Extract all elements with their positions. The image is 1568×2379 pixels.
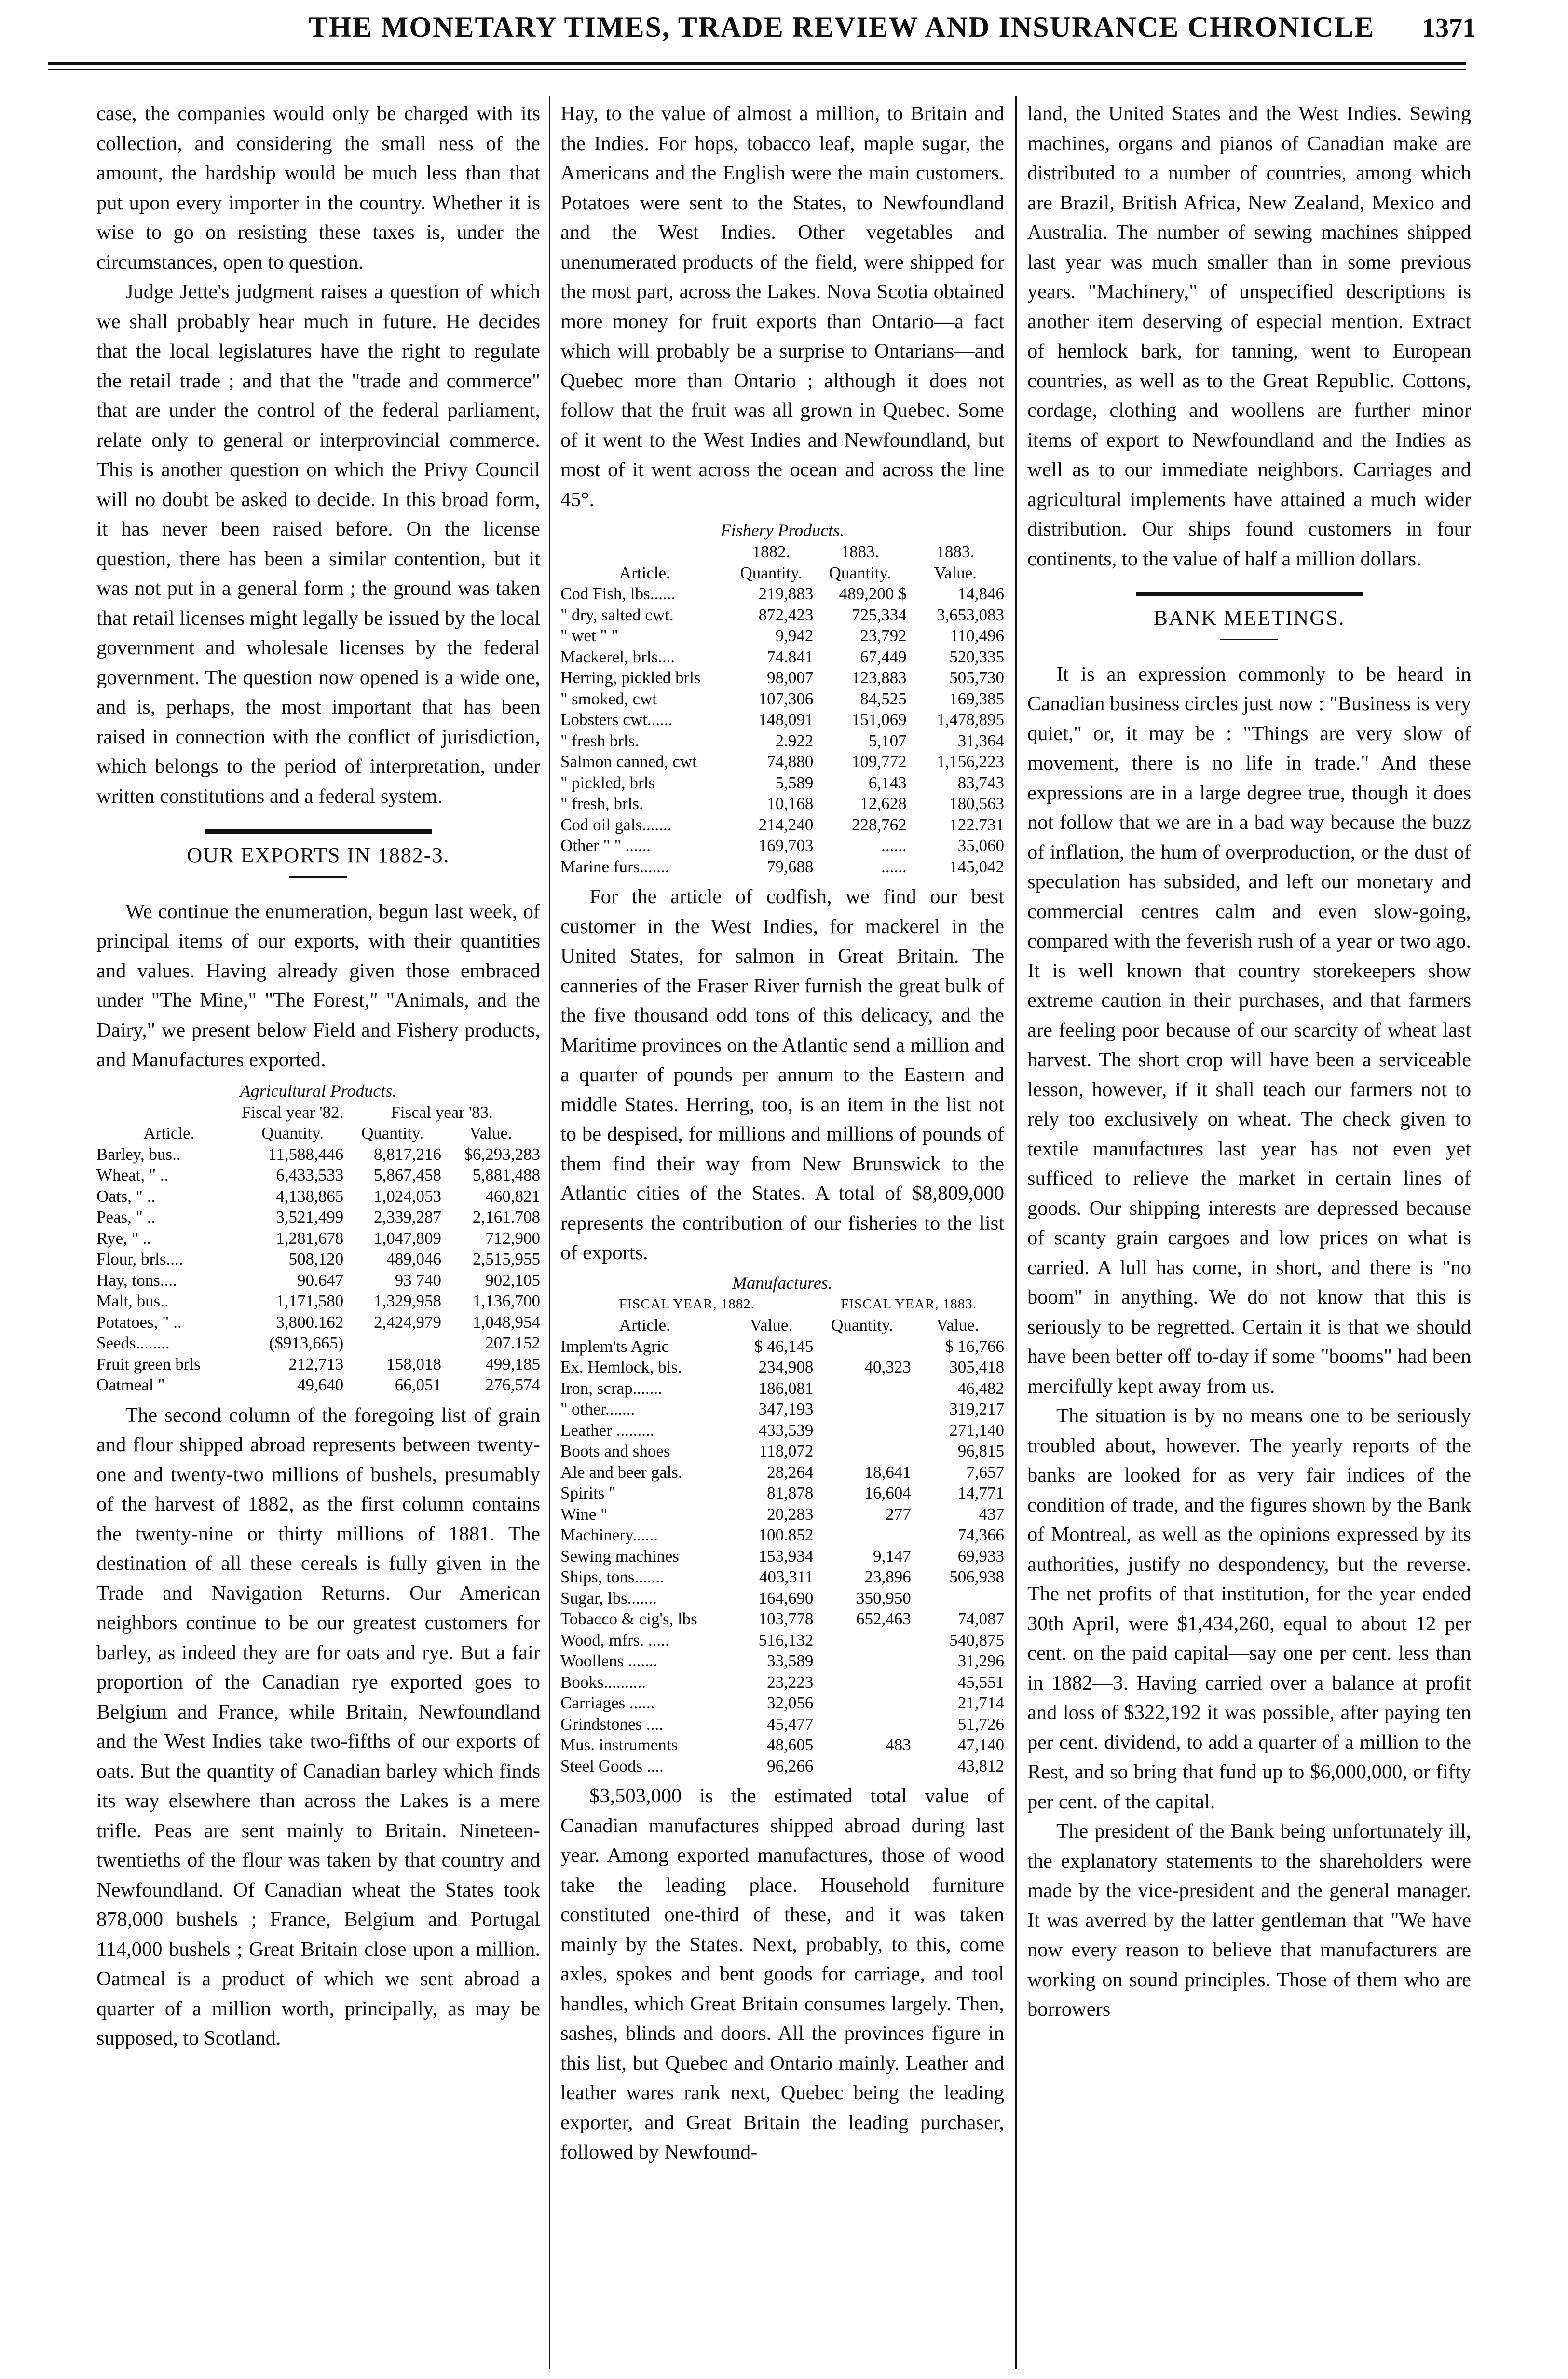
cell-qty-1883 (813, 1692, 911, 1714)
cell-value-1883: 1,136,700 (473, 1292, 540, 1310)
cell-qty-1883: 5,867,458 (374, 1166, 442, 1184)
cell-qty-1883 (813, 1378, 911, 1399)
cell-value-1883: 21,714 (957, 1693, 1004, 1712)
cell-article: Tobacco & cig's, lbs (560, 1609, 697, 1628)
cell-qty-1882: 214,240 (758, 815, 814, 834)
section-rule (1136, 592, 1363, 596)
cell-article: Flour, brls.... (96, 1250, 183, 1268)
cell-article: " other....... (560, 1400, 635, 1418)
cell-qty-1882: 872,423 (758, 605, 814, 624)
cell-article: Carriages ...... (560, 1693, 655, 1712)
cell-qty-1882: 3,521,499 (276, 1208, 344, 1226)
cell-qty-1883 (813, 1756, 911, 1777)
cell-article: Wheat, " .. (96, 1166, 169, 1184)
cell-value-1883: 14,846 (957, 584, 1004, 603)
paragraph: The president of the Bank being unfortunately ill, the explanatory statements to the shareholders were made by the vice-president and the general manager. It was averred by the latter gentleman that "We have now every reason to believe that manufacturers are working on sound principles. Those of them who are borrowers (1027, 1820, 1471, 2021)
table-row (560, 1714, 1004, 1735)
cell-value-1882: 100.852 (758, 1526, 814, 1544)
cell-value-1883: 499,185 (485, 1354, 540, 1374)
cell-qty-1883: 5,107 (868, 731, 907, 750)
cell-article: Hay, tons.... (96, 1270, 177, 1290)
cell-article: " pickled, brls (560, 773, 655, 792)
fishery-products-table (560, 541, 1004, 877)
cell-qty-1882: 4,138,865 (276, 1186, 344, 1206)
column-header: Quantity. (361, 1124, 424, 1142)
cell-article: " wet " " (560, 626, 618, 645)
cell-qty-1882: 90.647 (297, 1270, 344, 1290)
cell-qty-1882: 11,588,446 (268, 1144, 344, 1164)
cell-qty-1883: 123,883 (851, 668, 907, 687)
cell-value-1883: 1,048,954 (473, 1312, 540, 1332)
cell-article: Cod oil gals....... (560, 815, 672, 834)
cell-value-1883: 540,875 (949, 1630, 1004, 1650)
table-row (560, 1650, 1004, 1672)
column-header: Value. (469, 1124, 512, 1142)
cell-qty-1883: 93 740 (395, 1270, 442, 1290)
cell-article: Barley, bus.. (96, 1144, 181, 1164)
paragraph: The situation is by no means one to be seriously troubled about, however. The yearly reports of the banks are looked for as very fair indices of the condition of trade, and the figures shown by the Bank of Montreal, as well as the opinions expressed by its authorities, justify no despondency, but the reverse. The net profits of that institution, for the year ended 30th April, were $1,434,260, equal to about 12 per cent. on the paid capital—say one per cent. less than in 1882—3. Having carried over a balance at profit and loss of $322,192 it was possible, after paying ten per cent. dividend, to add a quarter of a million to the Rest, and so bring that fund up to $6,000,000, or fifty per cent. of the capital. (1027, 1404, 1471, 1813)
cell-qty-1883: 16,604 (864, 1484, 911, 1502)
table-row (560, 1756, 1004, 1777)
cell-qty-1882: 1,171,580 (276, 1292, 344, 1310)
cell-value-1883: 14,771 (957, 1484, 1004, 1502)
cell-qty-1883: 84,525 (860, 689, 907, 708)
table-row (560, 688, 1004, 710)
cell-value-1883: 169,385 (949, 689, 1004, 708)
cell-article: Grindstones .... (560, 1714, 663, 1733)
cell-qty-1883: 2,424,979 (374, 1312, 442, 1332)
table-row (560, 751, 1004, 772)
cell-qty-1883: 6,143 (868, 773, 907, 792)
table-row (560, 814, 1004, 836)
table-row (560, 1504, 1004, 1525)
header-rule-thin (48, 69, 1466, 70)
column-header: FISCAL YEAR, 1883. (841, 1296, 977, 1312)
cell-value-1883: 506,938 (949, 1568, 1004, 1586)
cell-article: Sugar, lbs....... (560, 1588, 657, 1608)
cell-value-1883: 74,087 (957, 1609, 1004, 1628)
cell-value-1883: 35,060 (957, 836, 1004, 855)
cell-value-1882: 403,311 (759, 1568, 814, 1586)
agricultural-products-table (96, 1102, 540, 1396)
cell-qty-1882: 508,120 (288, 1250, 344, 1268)
cell-value-1883: 46,482 (957, 1378, 1004, 1398)
table-row (560, 835, 1004, 856)
cell-value-1883: 276,574 (485, 1375, 540, 1394)
cell-qty-1883: 489,200 $ (839, 584, 907, 603)
column-header: Article. (619, 1316, 670, 1334)
column-header: FISCAL YEAR, 1882. (619, 1296, 755, 1312)
cell-article: " dry, salted cwt. (560, 605, 674, 624)
table-row (96, 1165, 540, 1186)
cell-value-1883: 2,161.708 (473, 1208, 540, 1226)
cell-article: Ships, tons....... (560, 1568, 664, 1586)
paragraph: Judge Jette's judgment raises a question of which we shall probably hear much in future. He decides that the local legislatures have the right to regulate the retail trade ; and that the "trade and commerce" that are under the control of the federal parliament, relate only to general or interprovincial commerce. This is another question on which the Privy Council will no doubt be asked to decide. In this broad form, it has never been raised before. On the license question, there has been a similar contention, but it was not put in a general form ; the ground was taken that retail licenses might legally be issued by the local government and wholesale licenses by the federal government. The question now opened is a wide one, and is, perhaps, the most important that has been raised in connection with the conflict of jurisdiction, which belongs to the period of interpretation, under written constitutions and a federal system. (96, 280, 540, 808)
cell-value-1883: 83,743 (957, 773, 1004, 792)
table-title-agricultural: Agricultural Products. (240, 1081, 397, 1100)
cell-value-1883: 712,900 (485, 1228, 540, 1248)
cell-value-1883: 3,653,083 (937, 605, 1004, 624)
cell-value-1883: 96,815 (957, 1442, 1004, 1460)
cell-article: Peas, " .. (96, 1208, 156, 1226)
cell-value-1883: 51,726 (957, 1714, 1004, 1733)
cell-article: Mus. instruments (560, 1735, 678, 1754)
cell-value-1882: 234,908 (758, 1358, 814, 1376)
cell-article: Implem'ts Agric (560, 1336, 669, 1356)
table-row (560, 1672, 1004, 1693)
cell-qty-1883 (813, 1630, 911, 1651)
cell-value-1883: 1,156,223 (937, 752, 1004, 771)
column-header: Value. (934, 563, 977, 582)
cell-qty-1883: 1,047,809 (374, 1228, 442, 1248)
cell-qty-1882: 3,800.162 (276, 1312, 344, 1332)
table-row (560, 1567, 1004, 1588)
cell-qty-1883: 67,449 (860, 647, 907, 666)
cell-article: Spirits " (560, 1484, 616, 1502)
cell-article: Iron, scrap....... (560, 1378, 662, 1398)
cell-value-1882: 32,056 (767, 1693, 814, 1712)
cell-article: Other " " ...... (560, 836, 651, 855)
cell-qty-1882: 74,880 (767, 752, 814, 771)
cell-value-1882: 48,605 (767, 1735, 814, 1754)
section-rule (205, 829, 432, 834)
table-row (560, 1692, 1004, 1714)
table-row (560, 1734, 1004, 1756)
cell-value-1883: 74,366 (957, 1526, 1004, 1544)
column-header: Value. (750, 1316, 793, 1334)
cell-value-1883 (911, 1588, 1004, 1609)
cell-value-1882: 103,778 (758, 1609, 814, 1628)
cell-qty-1882: 107,306 (758, 689, 814, 708)
cell-value-1882: 45,477 (767, 1714, 814, 1733)
column-2 (560, 99, 1004, 2167)
cell-qty-1882: 49,640 (297, 1375, 344, 1394)
cell-qty-1883: 66,051 (395, 1375, 442, 1394)
column-header: Article. (143, 1124, 195, 1142)
cell-article: Oats, " .. (96, 1186, 156, 1206)
cell-article: Sewing machines (560, 1546, 679, 1566)
cell-qty-1883: 483 (886, 1735, 911, 1754)
table-row (96, 1144, 540, 1165)
cell-qty-1882: 79,688 (767, 857, 814, 876)
table-row (560, 1609, 1004, 1630)
paragraph: case, the companies would only be charged with its collection, and considering the small ness of the amount, the hardship would be much less than that put upon every importer in the country. Whether it is wise to go on resisting these taxes is, under the circumstances, open to question. (96, 102, 540, 274)
table-row (560, 1525, 1004, 1546)
paragraph: For the article of codfish, we find our best customer in the West Indies, for mackerel in the United States, for salmon in Great Britain. The canneries of the Fraser River furnish the great bulk of the five thousand odd tons of this delicacy, and the Maritime provinces on the Atlantic send a million and a quarter of pounds per annum to the Eastern and middle States. Herring, too, is an item in the list not to be despised, for millions and millions of pounds of them find their way from New Brunswick to the Atlantic cities of the States. A total of $8,809,000 represents the contribution of our fisheries to the list of exports. (560, 885, 1004, 1264)
cell-article: Rye, " .. (96, 1228, 151, 1248)
cell-article: Herring, pickled brls (560, 668, 701, 687)
column-header: Fiscal year '82. (241, 1102, 344, 1122)
cell-article: Mackerel, brls.... (560, 647, 675, 666)
section-short-rule (1220, 639, 1278, 640)
cell-article: Salmon canned, cwt (560, 752, 697, 771)
cell-qty-1882: 6,433,533 (276, 1166, 344, 1184)
cell-value-1883: $6,293,283 (464, 1144, 540, 1164)
cell-qty-1882: 148,091 (758, 710, 814, 729)
table-title-fishery: Fishery Products. (720, 521, 845, 540)
cell-article: Machinery...... (560, 1526, 658, 1544)
cell-article: Oatmeal " (96, 1375, 165, 1394)
cell-qty-1883: 9,147 (873, 1546, 911, 1566)
table-row (560, 646, 1004, 668)
cell-article: Fruit green brls (96, 1354, 201, 1374)
table-row (560, 709, 1004, 730)
manufactures-table (560, 1294, 1004, 1777)
cell-qty-1882: 10,168 (767, 794, 814, 813)
cell-value-1883: 47,140 (957, 1735, 1004, 1754)
cell-qty-1883 (813, 1650, 911, 1672)
column-header: Quantity. (261, 1124, 324, 1142)
cell-qty-1883 (813, 1399, 911, 1420)
cell-value-1882: 20,283 (767, 1504, 814, 1524)
cell-value-1882: 153,934 (758, 1546, 814, 1566)
column-header: Value. (936, 1316, 979, 1334)
column-header: 1882. (752, 542, 791, 561)
column-header: Quantity. (829, 563, 891, 582)
cell-qty-1883: 12,628 (860, 794, 907, 813)
cell-article: Malt, bus.. (96, 1292, 169, 1310)
table-row (560, 605, 1004, 626)
cell-qty-1883 (813, 1441, 911, 1462)
cell-value-1883: 145,042 (949, 857, 1004, 876)
table-row (96, 1375, 540, 1396)
cell-qty-1882: 2.922 (775, 731, 814, 750)
cell-value-1883: 1,478,895 (937, 710, 1004, 729)
table-row (96, 1354, 540, 1375)
cell-qty-1883: ...... (881, 857, 907, 876)
cell-value-1882: 347,193 (758, 1400, 814, 1418)
cell-article: Seeds........ (96, 1334, 170, 1352)
table-row (560, 772, 1004, 794)
cell-value-1882: 81,878 (767, 1484, 814, 1502)
cell-value-1883: 902,105 (485, 1270, 540, 1290)
table-row (96, 1291, 540, 1312)
table-row (560, 1483, 1004, 1504)
column-header: Fiscal year '83. (391, 1102, 493, 1122)
cell-qty-1883: 228,762 (851, 815, 907, 834)
cell-value-1882: $ 46,145 (754, 1336, 814, 1356)
column-header: Article. (619, 563, 670, 582)
cell-qty-1883: 151,069 (851, 710, 907, 729)
table-row (96, 1312, 540, 1333)
column-divider-2 (1015, 96, 1017, 2369)
table-row (560, 856, 1004, 878)
cell-article: Cod Fish, lbs...... (560, 584, 676, 603)
paragraph: $3,503,000 is the estimated total value of Canadian manufactures shipped abroad during last year. Among exported manufactures, those of wood take the leading place. Household furniture constituted one-third of these, and it was taken mainly by the States. Next, probably, to this, come axles, spokes and bent goods for carriage, and tool handles, which Great Britain consumes largely. Then, sashes, blinds and doors. All the provinces figure in this list, but Quebec and Ontario mainly. Leather and leather wares rank next, Quebec being the leading exporter, and Great Britain the leading purchaser, followed by Newfound- (560, 1785, 1004, 2163)
cell-article: Boots and shoes (560, 1442, 670, 1460)
cell-qty-1883: 277 (886, 1504, 911, 1524)
cell-qty-1883 (813, 1672, 911, 1693)
cell-qty-1883 (813, 1714, 911, 1735)
table-row (560, 1462, 1004, 1483)
cell-value-1882: 516,132 (758, 1630, 814, 1650)
paragraph: The second column of the foregoing list of grain and flour shipped abroad represents between twenty-one and twenty-two millions of bushels, presumably of the harvest of 1882, as the first column contains the twenty-nine or thirty millions of 1881. The destination of all these cereals is fully given in the Trade and Navigation Returns. Our American neighbors continue to be our greatest customers for barley, as indeed they are for oats and rye. But a fair proportion of the Canadian rye exported goes to Belgium and France, while Britain, Newfoundland and the West Indies take two-fifths of our exports of oats. But the quantity of Canadian barley which finds its way elsewhere than across the Lakes is a mere trifle. Peas are sent mainly to Britain. Nineteen-twentieths of the flour was taken by that country and Newfoundland. Of Canadian wheat the States took 878,000 bushels ; France, Belgium and Portugal 114,000 bushels ; Great Britain close upon a million. Oatmeal is a product of which we sent abroad a quarter of a million worth, principally, as may be supposed, to Scotland. (96, 1403, 540, 2049)
cell-qty-1883: 489,046 (386, 1250, 442, 1268)
cell-article: Woollens ....... (560, 1651, 658, 1670)
cell-value-1883: 437 (979, 1504, 1004, 1524)
paragraph: It is an expression commonly to be heard in Canadian business circles just now : "Business is very quiet," or, it may be : "Things are very slow of movement, there is no life in trade." And these expressions are in a large degree true, though it does not follow that we are in a bad way because the buzz of inflation, the hum of overproduction, or the dust of speculation has subsided, and left our monetary and commercial centres calm and even slow-going, compared with the feverish rush of a year or two ago. It is well known that country storekeepers show extreme caution in their purchases, and that farmers are feeling poor because of our scarcity of wheat last harvest. The short crop will have been a serviceable lesson, however, if it shall teach our farmers not to rely too exclusively on wheat. The check given to textile manufactures last year has not even yet sufficed to relieve the market in certain lines of goods. Our shipping interests are depressed because of scanty grain cargoes and low prices on what is carried. A lull has come, in short, and there is "no boom" in anything. We do not know that this is seriously to be regretted. Certain it is that we should have been better off to-day if some "booms" had been mercifully kept away from us. (1027, 662, 1471, 1398)
page-header (309, 11, 1476, 54)
cell-value-1882: 28,264 (767, 1462, 814, 1482)
column-divider-1 (549, 96, 550, 2369)
cell-qty-1883 (813, 1525, 911, 1546)
cell-qty-1882: 1,281,678 (276, 1228, 344, 1248)
cell-qty-1883: 2,339,287 (374, 1208, 442, 1226)
cell-value-1882: 96,266 (767, 1756, 814, 1775)
section-title-bank-meetings: BANK MEETINGS. (1153, 606, 1345, 630)
table-row (96, 1333, 540, 1354)
cell-qty-1883: 158,018 (386, 1354, 442, 1374)
cell-value-1883: 305,418 (949, 1358, 1004, 1376)
cell-value-1883: 122.731 (949, 815, 1004, 834)
cell-qty-1883 (813, 1336, 911, 1357)
cell-qty-1883 (813, 1420, 911, 1441)
table-row (560, 1336, 1004, 1357)
cell-value-1883: 7,657 (966, 1462, 1004, 1482)
section-short-rule (289, 876, 347, 878)
cell-qty-1883: 725,334 (851, 605, 907, 624)
cell-article: Steel Goods .... (560, 1756, 664, 1775)
table-row (96, 1186, 540, 1207)
cell-value-1882: 433,539 (758, 1420, 814, 1440)
cell-value-1883: 31,364 (957, 731, 1004, 750)
column-header: Quantity. (740, 563, 803, 582)
cell-qty-1882: 5,589 (775, 773, 814, 792)
cell-article: Books.......... (560, 1672, 646, 1691)
column-3 (1027, 99, 1471, 2024)
page-number: 1371 (1422, 13, 1476, 43)
cell-qty-1883: 8,817,216 (374, 1144, 442, 1164)
cell-article: Wood, mfrs. ..... (560, 1630, 669, 1650)
cell-article: Leather ......... (560, 1420, 654, 1440)
cell-qty-1883 (343, 1333, 441, 1354)
paragraph: land, the United States and the West Indies. Sewing machines, organs and pianos of Canadian make are distributed to a number of countries, among which are Brazil, British Africa, New Zealand, Mexico and Australia. The number of sewing machines shipped last year was much smaller than in some previous years. "Machinery," of unspecified descriptions is another item deserving of especial mention. Extract of hemlock bark, for tanning, went to European countries, as well as to the Great Republic. Cottons, cordage, clothing and woollens are further minor items of export to Newfoundland and the Indies as well as to our immediate neighbors. Carriages and agricultural implements have attained a much wider distribution. Our ships found customers in four continents, to the value of half a million dollars. (1027, 102, 1471, 570)
cell-qty-1882: 9,942 (775, 626, 814, 645)
cell-qty-1882: 98,007 (767, 668, 814, 687)
cell-qty-1883: 350,950 (856, 1588, 911, 1608)
table-row (560, 730, 1004, 752)
cell-value-1883: 319,217 (949, 1400, 1004, 1418)
column-header: 1883. (841, 542, 879, 561)
cell-qty-1883: 652,463 (856, 1609, 911, 1628)
cell-value-1883: 45,551 (957, 1672, 1004, 1691)
cell-qty-1883: ...... (881, 836, 907, 855)
cell-qty-1883: 23,792 (860, 626, 907, 645)
cell-value-1882: 186,081 (758, 1378, 814, 1398)
cell-qty-1882: ($913,665) (269, 1334, 344, 1352)
cell-value-1883: 207.152 (485, 1334, 540, 1352)
cell-qty-1882: 169,703 (758, 836, 814, 855)
cell-qty-1883: 1,024,053 (374, 1186, 442, 1206)
cell-value-1883: 520,335 (949, 647, 1004, 666)
cell-article: Lobsters cwt...... (560, 710, 673, 729)
paragraph: Hay, to the value of almost a million, to Britain and the Indies. For hops, tobacco leaf, maple sugar, the Americans and the English were the main customers. Potatoes were sent to the States, to Newfoundland and the West Indies. Other vegetables and unenumerated products of the field, were shipped for the most part, across the Lakes. Nova Scotia obtained more money for fruit exports than Ontario—a fact which will probably be a surprise to Ontarians—and Quebec more than Ontario ; although it does not follow that the fruit was all grown in Quebec. Some of it went to the West Indies and Newfoundland, but most of it went across the ocean and across the line 45°. (560, 102, 1004, 511)
table-title-manufactures: Manufactures. (732, 1273, 832, 1293)
cell-qty-1883: 109,772 (851, 752, 907, 771)
table-row (560, 667, 1004, 688)
table-row (560, 1378, 1004, 1399)
cell-qty-1883: 23,896 (864, 1568, 911, 1586)
cell-article: " fresh, brls. (560, 794, 643, 813)
table-row (560, 1399, 1004, 1420)
cell-value-1883: 110,496 (950, 626, 1004, 645)
table-row (560, 1441, 1004, 1462)
table-row (560, 583, 1004, 605)
cell-qty-1883: 40,323 (864, 1358, 911, 1376)
journal-title: THE MONETARY TIMES, TRADE REVIEW AND INSURANCE CHRONICLE (309, 11, 1375, 43)
cell-value-1883: 2,515,955 (473, 1250, 540, 1268)
cell-qty-1882: 212,713 (288, 1354, 344, 1374)
header-rule-thick (48, 62, 1466, 65)
section-title-exports: OUR EXPORTS IN 1882-3. (187, 843, 450, 867)
cell-value-1883: 5,881,488 (473, 1166, 540, 1184)
table-row (560, 1420, 1004, 1441)
cell-value-1882: 33,589 (767, 1651, 814, 1670)
table-row (96, 1207, 540, 1228)
cell-value-1882: 118,072 (759, 1442, 814, 1460)
cell-article: Wine " (560, 1504, 608, 1524)
cell-article: " fresh brls. (560, 731, 640, 750)
table-row (560, 1357, 1004, 1378)
cell-value-1883: 460,821 (485, 1186, 540, 1206)
table-row (560, 625, 1004, 646)
cell-qty-1883: 1,329,958 (374, 1292, 442, 1310)
table-row (560, 1630, 1004, 1651)
cell-article: Potatoes, " .. (96, 1312, 182, 1332)
cell-value-1883: 43,812 (957, 1756, 1004, 1775)
cell-qty-1882: 74.841 (767, 647, 814, 666)
cell-value-1883: 271,140 (949, 1420, 1004, 1440)
table-row (560, 1588, 1004, 1609)
cell-article: Ex. Hemlock, bls. (560, 1358, 682, 1376)
table-row (560, 1546, 1004, 1567)
table-row (96, 1270, 540, 1291)
table-row (96, 1249, 540, 1270)
cell-value-1883: $ 16,766 (945, 1336, 1004, 1356)
cell-value-1882: 23,223 (767, 1672, 814, 1691)
cell-value-1883: 69,933 (957, 1546, 1004, 1566)
cell-qty-1883: 18,641 (864, 1462, 911, 1482)
column-1 (96, 99, 540, 2053)
column-header: 1883. (936, 542, 975, 561)
cell-article: Ale and beer gals. (560, 1462, 682, 1482)
paragraph: We continue the enumeration, begun last week, of principal items of our exports, with their quantities and values. Having already given those embraced under "The Mine," "The Forest," "Animals, and the Dairy," we present below Field and Fishery products, and Manufactures exported. (96, 900, 540, 1071)
cell-value-1883: 505,730 (949, 668, 1004, 687)
cell-value-1883: 180,563 (949, 794, 1004, 813)
cell-value-1883: 31,296 (957, 1651, 1004, 1670)
cell-qty-1882: 219,883 (758, 584, 814, 603)
table-row (96, 1228, 540, 1249)
column-header: Quantity. (831, 1316, 894, 1334)
cell-article: " smoked, cwt (560, 689, 657, 708)
cell-article: Marine furs....... (560, 857, 669, 876)
table-row (560, 793, 1004, 814)
cell-value-1882: 164,690 (758, 1588, 814, 1608)
